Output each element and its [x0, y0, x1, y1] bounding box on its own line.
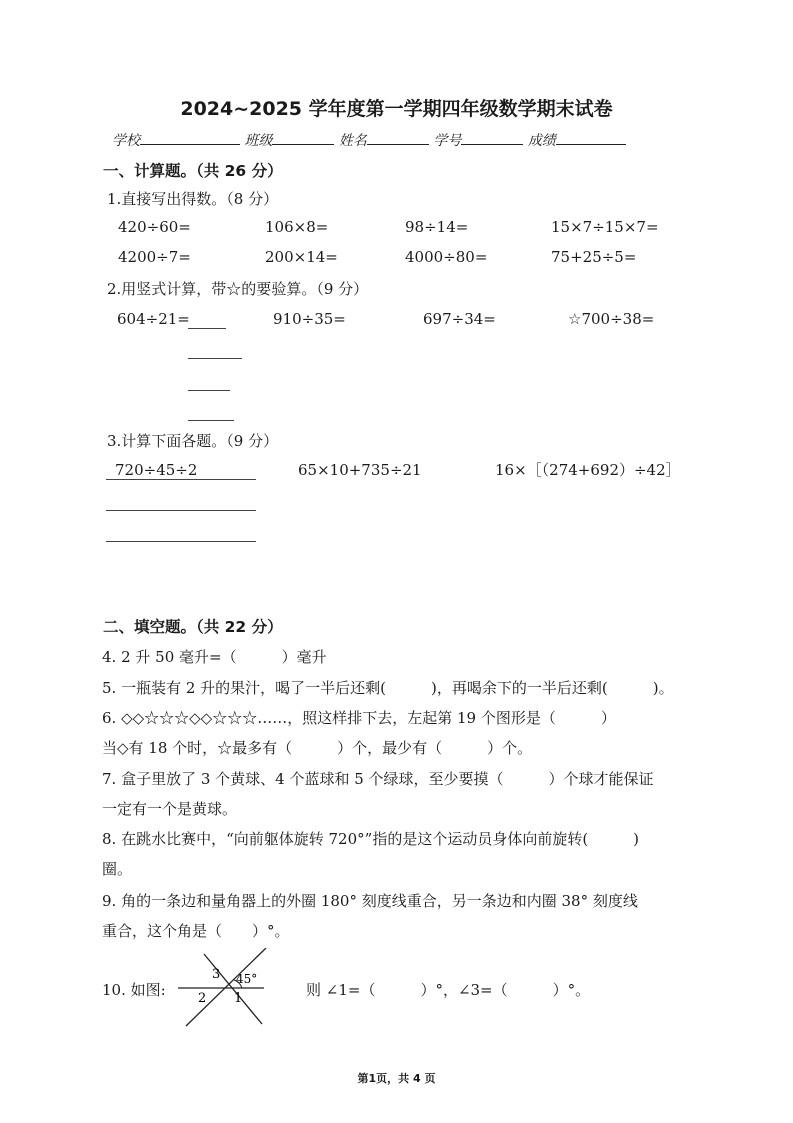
q7-text: 7. 盒子里放了 3 个黄球、4 个蓝球和 5 个绿球，至少要摸（ ）个球才能保证: [102, 770, 654, 788]
q6-text-cont: 当◇有 18 个时，☆最多有（ ）个，最少有（ ）个。: [102, 739, 533, 757]
angle-label: 3: [212, 967, 221, 982]
work-line: [106, 510, 256, 511]
angle-label: 45°: [236, 972, 258, 986]
work-line: [106, 479, 256, 480]
angle-figure: [178, 948, 278, 1028]
q1-item: 4000÷80=: [405, 248, 488, 266]
q1-label: 1.直接写出得数。（8 分）: [107, 190, 279, 208]
q7-text-cont: 一定有一个是黄球。: [102, 800, 238, 818]
number-label: 学号: [433, 133, 462, 149]
class-label: 班级: [244, 133, 273, 149]
class-field[interactable]: [272, 130, 334, 145]
angle-label: 2: [198, 991, 207, 1006]
q2-item: ☆700÷38=: [568, 310, 655, 328]
number-field[interactable]: [461, 130, 523, 145]
section1-title: 一、计算题。（共 26 分）: [103, 162, 283, 180]
q8-text: 8. 在跳水比赛中，“向前躯体旋转 720°”指的是这个运动员身体向前旋转( ): [102, 830, 640, 848]
q2-item: 697÷34=: [423, 310, 496, 328]
q1-item: 98÷14=: [405, 218, 469, 236]
q3-item: 65×10+735÷21: [298, 461, 422, 479]
page-footer: 第1页，共 4 页: [357, 1072, 436, 1085]
name-label: 姓名: [338, 133, 367, 149]
q2-item: 910÷35=: [273, 310, 346, 328]
score-label: 成绩: [527, 133, 556, 149]
q1-item: 420÷60=: [118, 218, 191, 236]
score-field[interactable]: [556, 130, 626, 145]
q1-item: 4200÷7=: [118, 248, 191, 266]
q9-text: 9. 角的一条边和量角器上的外圈 180° 刻度线重合，另一条边和内圈 38° 刻度线: [102, 892, 638, 910]
q1-item: 106×8=: [265, 218, 329, 236]
q3-label: 3.计算下面各题。（9 分）: [107, 432, 279, 450]
q2-label: 2.用竖式计算，带☆的要验算。（9 分）: [107, 280, 369, 298]
work-line: [188, 390, 230, 391]
q4-text: 4. 2 升 50 毫升=（ ）毫升: [102, 648, 327, 666]
section2-title: 二、填空题。（共 22 分）: [103, 618, 283, 636]
work-line: [106, 541, 256, 542]
q3-item: 720÷45÷2: [115, 461, 198, 479]
school-field[interactable]: [140, 130, 240, 145]
exam-title: 2024~2025 学年度第一学期四年级数学期末试卷: [180, 98, 613, 120]
q9-text-cont: 重合，这个角是（ ）°。: [102, 922, 290, 940]
q3-item: 16×［（274+692）÷42］: [495, 461, 681, 479]
q10-prefix: 10. 如图:: [102, 981, 166, 999]
q1-item: 75+25÷5=: [551, 248, 637, 266]
q6-text: 6. ◇◇☆☆☆◇◇☆☆☆……，照这样排下去，左起第 19 个图形是（ ）: [102, 709, 616, 727]
q5-text: 5. 一瓶装有 2 升的果汁，喝了一半后还剩( )，再喝余下的一半后还剩( )。: [102, 679, 674, 697]
q1-item: 15×7÷15×7=: [551, 218, 659, 236]
angle-label: 1: [234, 991, 243, 1006]
work-line: [188, 328, 226, 329]
work-line: [188, 358, 242, 359]
q10-text: 则 ∠1=（ ）°，∠3=（ ）°。: [306, 981, 591, 999]
student-info-line: [112, 130, 626, 150]
name-field[interactable]: [367, 130, 429, 145]
q1-item: 200×14=: [265, 248, 338, 266]
work-line: [188, 420, 234, 421]
q2-item: 604÷21=: [117, 310, 190, 328]
q8-text-cont: 圈。: [102, 860, 133, 878]
school-label: 学校: [112, 133, 140, 149]
